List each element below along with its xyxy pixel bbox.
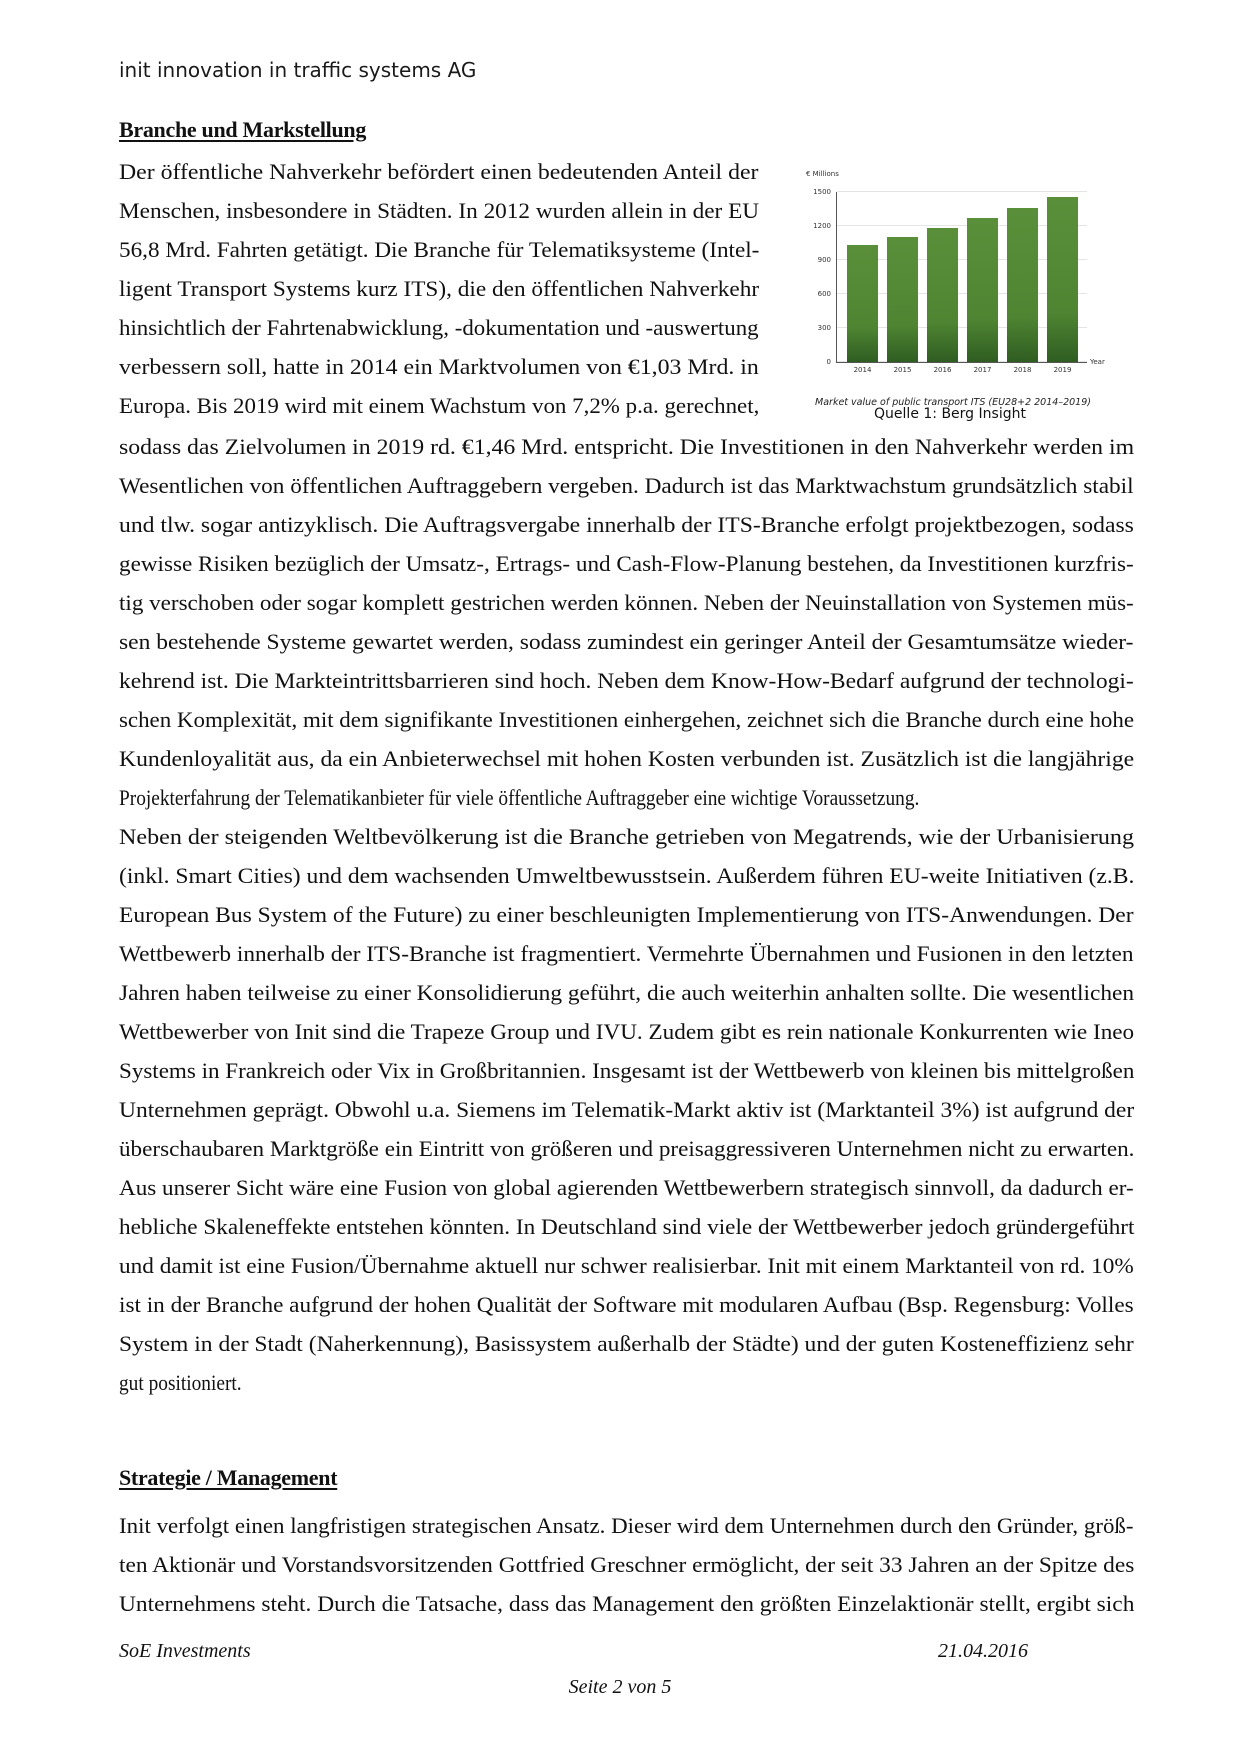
market-value-chart bbox=[790, 160, 1110, 410]
text-line: sen bestehende Systeme gewartet werden, sodass zumindest ein geringer Anteil der Gesamtumsätze wieder- bbox=[119, 629, 1134, 654]
y-tick: 1200 bbox=[813, 222, 831, 230]
text-line: Neben der steigenden Weltbevölkerung ist die Branche getrieben von Megatrends, wie der Urbanisierung bbox=[119, 824, 1135, 849]
x-tick: 2018 bbox=[1013, 366, 1032, 374]
text-line: Systems in Frankreich oder Vix in Großbritannien. Insgesamt ist der Wettbewerb von kleinen bis mittelgroßen bbox=[119, 1058, 1135, 1083]
bar-2017 bbox=[967, 218, 998, 362]
text-line: Projekterfahrung der Telematikanbieter für viele öffentliche Auftraggeber eine wichtige Voraussetzung. bbox=[119, 785, 920, 810]
text-line: Wettbewerb innerhalb der ITS-Branche ist fragmentiert. Vermehrte Übernahmen und Fusionen in den letzten bbox=[119, 941, 1134, 966]
bar-2014 bbox=[847, 245, 878, 362]
text-line: sodass das Zielvolumen in 2019 rd. €1,46 Mrd. entspricht. Die Investitionen in den Nahverkehr werden im bbox=[119, 434, 1135, 459]
text-line: verbessern soll, hatte in 2014 ein Marktvolumen von €1,03 Mrd. in bbox=[119, 354, 759, 379]
text-line: hinsichtlich der Fahrtenabwicklung, -dokumentation und -auswertung bbox=[119, 315, 759, 340]
text-line: Wettbewerber von Init sind die Trapeze Group und IVU. Zudem gibt es rein nationale Konkurrenten wie Ineo bbox=[119, 1019, 1135, 1044]
y-axis-unit-label: € Millions bbox=[806, 170, 839, 178]
text-line: überschaubaren Marktgröße ein Eintritt von größeren und preisaggressiveren Unternehmen nicht zu erwarten. bbox=[119, 1136, 1135, 1161]
x-tick: 2017 bbox=[973, 366, 992, 374]
section-heading-branche: Branche und Markstellung bbox=[119, 117, 367, 142]
text-line: Init verfolgt einen langfristigen strategischen Ansatz. Dieser wird dem Unternehmen durch den Gründer, größ- bbox=[119, 1513, 1134, 1538]
y-tick: 900 bbox=[817, 256, 831, 264]
text-line: 56,8 Mrd. Fahrten getätigt. Die Branche für Telematiksysteme (Intel- bbox=[119, 237, 760, 262]
text-line: tig verschoben oder sogar komplett gestrichen werden können. Neben der Neuinstallation von Systemen müs- bbox=[119, 590, 1134, 615]
chart-source-caption: Quelle 1: Berg Insight bbox=[874, 406, 1026, 422]
text-line: ten Aktionär und Vorstandsvorsitzenden Gottfried Greschner ermöglicht, der seit 33 Jahren an der Spitze des bbox=[119, 1552, 1135, 1577]
footer-date: 21.04.2016 bbox=[938, 1640, 1028, 1662]
section-heading-strategie: Strategie / Management bbox=[119, 1465, 338, 1490]
text-line: Menschen, insbesondere in Städten. In 2012 wurden allein in der EU bbox=[119, 198, 760, 223]
text-line: und tlw. sogar antizyklisch. Die Auftragsvergabe innerhalb der ITS-Branche erfolgt projektbezogen, sodass bbox=[119, 512, 1134, 537]
text-line: (inkl. Smart Cities) und dem wachsenden Umweltbewusstsein. Außerdem führen EU-weite Initiativen (z.B. bbox=[119, 863, 1135, 888]
text-line: Jahren haben teilweise zu einer Konsolidierung geführt, die auch weiterhin anhalten sollte. Die wesentlichen bbox=[119, 980, 1135, 1005]
text-line: gewisse Risiken bezüglich der Umsatz-, Ertrags- und Cash-Flow-Planung bestehen, da Investitionen kurzfris- bbox=[119, 551, 1134, 576]
text-line: kehrend ist. Die Markteintrittsbarrieren sind hoch. Neben dem Know-How-Bedarf aufgrund der technologi- bbox=[119, 668, 1134, 693]
text-line: System in der Stadt (Naherkennung), Basissystem außerhalb der Städte) und der guten Kosteneffizienz sehr bbox=[119, 1331, 1134, 1356]
bar-2018 bbox=[1007, 208, 1038, 362]
text-line: Europa. Bis 2019 wird mit einem Wachstum von 7,2% p.a. gerechnet, bbox=[119, 393, 760, 418]
text-line: hebliche Skaleneffekte entstehen könnten. In Deutschland sind viele der Wettbewerber jedoch gründergeführt bbox=[119, 1214, 1135, 1239]
x-tick: 2015 bbox=[893, 366, 912, 374]
running-header: init innovation in traffic systems AG bbox=[119, 58, 477, 82]
text-line: ligent Transport Systems kurz ITS), die den öffentlichen Nahverkehr bbox=[119, 276, 760, 301]
text-line: Aus unserer Sicht wäre eine Fusion von global agierenden Wettbewerbern strategisch sinnvoll, da dadurch er- bbox=[119, 1175, 1134, 1200]
bar-2019 bbox=[1047, 197, 1078, 362]
chart-title: Market value of public transport ITS (EU28+2 2014–2019) bbox=[815, 397, 1091, 408]
bar-2015 bbox=[887, 237, 918, 362]
text-line: Unternehmens steht. Durch die Tatsache, dass das Management den größten Einzelaktionär stellt, ergibt sich bbox=[119, 1591, 1135, 1616]
page-number: Seite 2 von 5 bbox=[568, 1676, 672, 1698]
x-tick: 2014 bbox=[853, 366, 872, 374]
y-tick: 300 bbox=[817, 324, 831, 332]
text-line: ist in der Branche aufgrund der hohen Qualität der Software mit modularen Aufbau (Bsp. Regensburg: Volles bbox=[119, 1292, 1134, 1317]
text-line: Unternehmen geprägt. Obwohl u.a. Siemens im Telematik-Markt aktiv ist (Marktanteil 3%) ist aufgrund der bbox=[119, 1097, 1135, 1122]
y-tick: 600 bbox=[817, 290, 831, 298]
y-tick: 0 bbox=[826, 358, 831, 366]
y-tick: 1500 bbox=[813, 188, 831, 196]
text-line: schen Komplexität, mit dem signifikante Investitionen einhergehen, zeichnet sich die Branche durch eine hohe bbox=[119, 707, 1135, 732]
text-line: European Bus System of the Future) zu einer beschleunigten Implementierung von ITS-Anwendungen. Der bbox=[119, 902, 1134, 927]
x-axis-label: Year bbox=[1090, 358, 1105, 366]
text-line: und damit ist eine Fusion/Übernahme aktuell nur schwer realisierbar. Init mit einem Marktanteil von rd. 10% bbox=[119, 1253, 1134, 1278]
footer-author: SoE Investments bbox=[119, 1640, 251, 1662]
text-line: Wesentlichen von öffentlichen Auftraggebern vergeben. Dadurch ist das Marktwachstum grundsätzlich stabil bbox=[119, 473, 1134, 498]
gridline bbox=[837, 191, 1087, 192]
text-line: Der öffentliche Nahverkehr befördert einen bedeutenden Anteil der bbox=[119, 159, 759, 184]
bar-2016 bbox=[927, 228, 958, 362]
plot-area bbox=[813, 188, 1087, 374]
x-tick: 2016 bbox=[933, 366, 952, 374]
text-line: Kundenloyalität aus, da ein Anbieterwechsel mit hohen Kosten verbunden ist. Zusätzlich ist die langjährige bbox=[119, 746, 1135, 771]
x-tick: 2019 bbox=[1053, 366, 1072, 374]
text-line: gut positioniert. bbox=[119, 1370, 242, 1395]
